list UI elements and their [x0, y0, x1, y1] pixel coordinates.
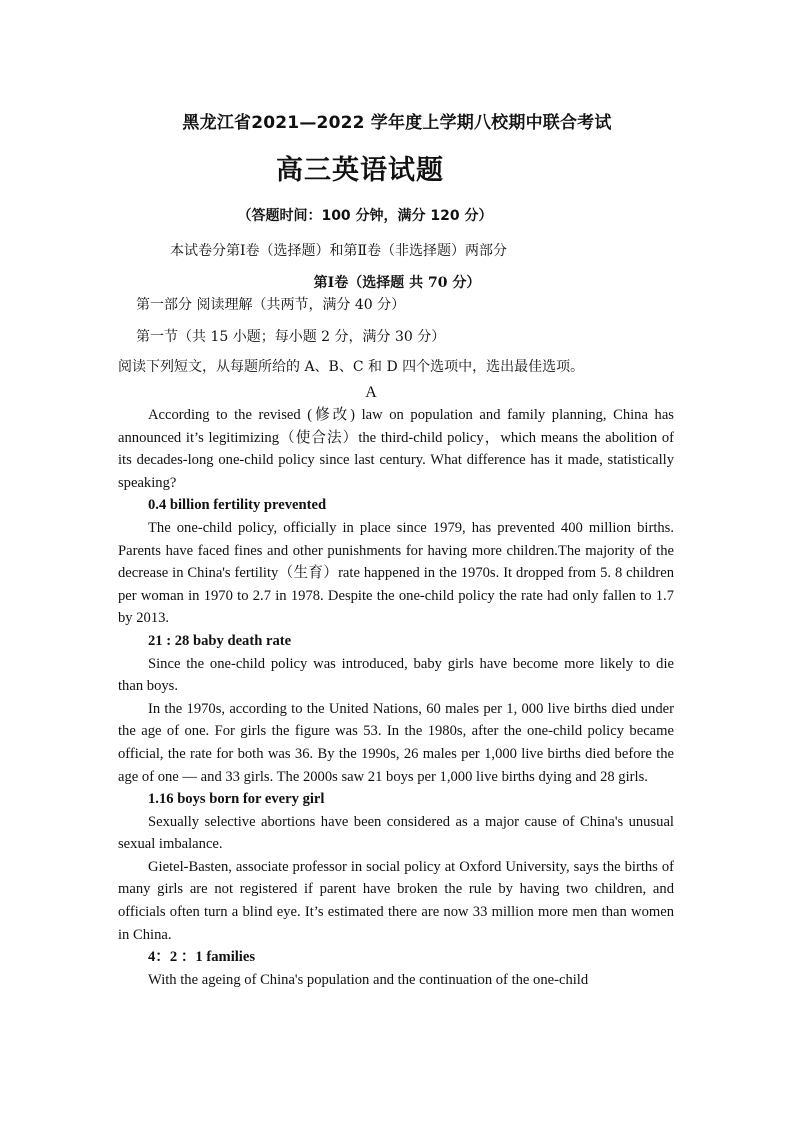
paragraph-ageing: With the ageing of China's population and the continuation of the one-child	[148, 971, 589, 988]
reading-instruction: 阅读下列短文，从每题所给的 A、B、C 和 D 四个选项中，选出最佳选项。	[118, 359, 585, 375]
passage-a	[118, 404, 674, 991]
volume1-title: 第Ⅰ卷（选择题 共 70 分）	[313, 275, 481, 291]
paragraph-fertility: The one-child policy, officially in place since 1979, has prevented 400 million births. Parents have faced fines and other punishments for having more children.The majority of the decrease in China's fertility（生育）rate happened in the 1970s. It dropped from 5. 8 children per woman in 1970 to 2.7 in 1978. Despite the one-child policy the rate had only fallen to 1.7 by 2013.	[118, 519, 674, 627]
structure-note: 本试卷分第Ⅰ卷（选择题）和第Ⅱ卷（非选择题）两部分	[170, 243, 508, 259]
paragraph-death-rate-intro: Since the one-child policy was introduced, baby girls have become more likely to die than boys.	[118, 655, 674, 695]
subheading-death-rate: 21 : 28 baby death rate	[148, 632, 292, 649]
section1-heading: 第一节（共 15 小题；每小题 2 分，满分 30 分）	[136, 329, 446, 345]
subheading-sex-ratio: 1.16 boys born for every girl	[148, 791, 325, 808]
subheading-families: 4：2 ：1 families	[148, 949, 256, 966]
passage-letter: A	[365, 384, 377, 401]
subject-title: 高三英语试题	[276, 155, 444, 186]
subheading-fertility: 0.4 billion fertility prevented	[148, 497, 327, 514]
part1-heading: 第一部分 阅读理解（共两节，满分 40 分）	[136, 297, 406, 313]
paragraph-gietel-basten: Gietel-Basten, associate professor in social policy at Oxford University, says the births of many girls are not registered if parent have broken the rule by having two children, and officials often turn a blind eye. It’s estimated there are now 33 million more men than women in China.	[118, 858, 674, 943]
paragraph-intro: According to the revised (修改) law on population and family planning, China has announced it’s legitimizing（使合法）the third-child policy，which means the abolition of its decades-long one-child policy since last century. What difference has it made, statistically speaking?	[118, 407, 674, 491]
exam-time-note: （答题时间：100 分钟，满分 120 分）	[237, 208, 493, 224]
paragraph-abortions: Sexually selective abortions have been considered as a major cause of China's unusual sexual imbalance.	[118, 813, 674, 853]
exam-title: 黑龙江省2021—2022 学年度上学期八校期中联合考试	[182, 113, 612, 133]
paragraph-death-rate-data: In the 1970s, according to the United Nations, 60 males per 1, 000 live births died under the age of one. For girls the figure was 53. In the 1980s, after the one-child policy became official, the rate for both was 36. By the 1990s, 26 males per 1,000 live births died before the age of one — and 33 girls. The 2000s saw 21 boys per 1,000 live births dying and 28 girls.	[118, 700, 674, 785]
